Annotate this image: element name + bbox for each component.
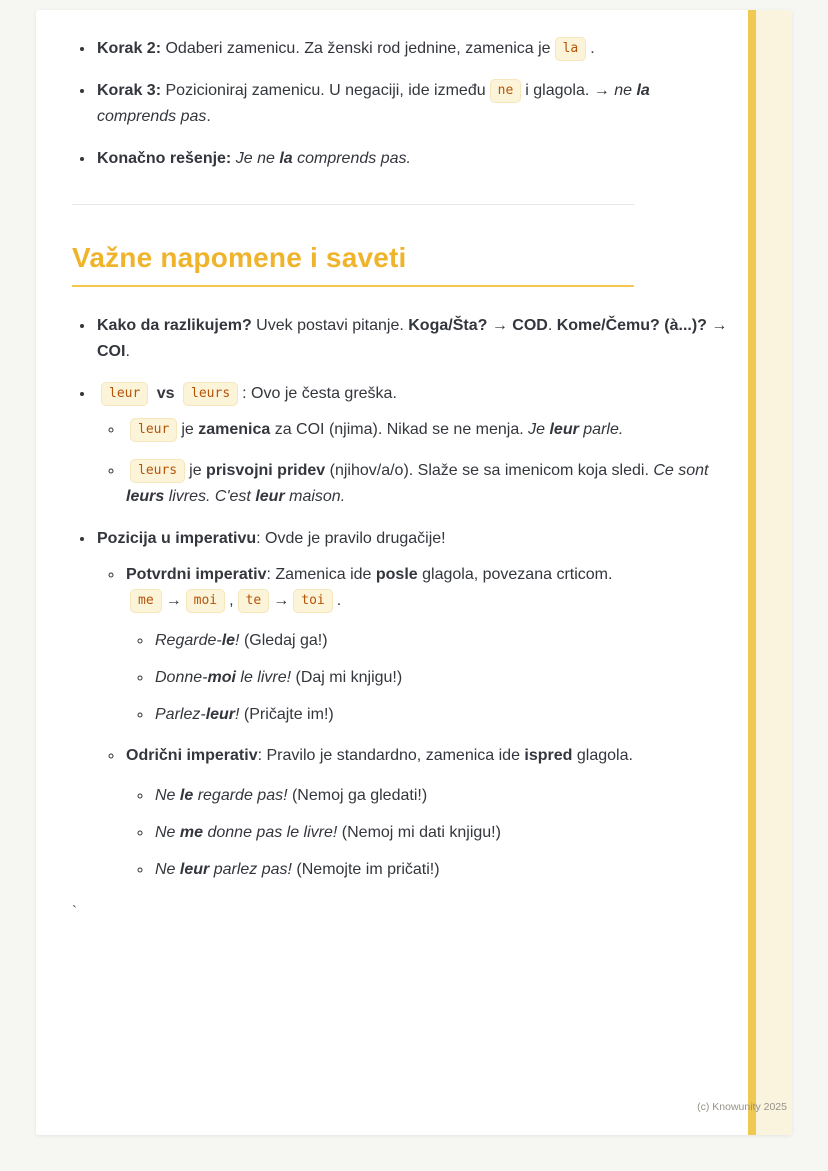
text-segment xyxy=(175,385,179,402)
text-segment: ! xyxy=(235,632,240,649)
footer-copyright: (c) Knowunity 2025 xyxy=(697,1101,787,1113)
text-segment: . xyxy=(336,592,342,609)
list-item xyxy=(95,146,732,172)
text-segment: Je ne xyxy=(235,150,280,167)
text-segment: regarde pas! xyxy=(193,787,288,804)
right-rail xyxy=(748,10,792,1135)
text-segment: leur xyxy=(179,861,210,878)
text-segment: . xyxy=(590,40,595,57)
code-chip: la xyxy=(555,37,587,61)
text-segment: Pozicioniraj zamenicu. U negaciji, ide između xyxy=(161,82,486,99)
text-segment: le xyxy=(221,632,236,649)
text-segment: leur xyxy=(205,706,236,723)
list-item xyxy=(95,313,732,365)
text-segment: : Ovde je pravilo drugačije! xyxy=(256,530,446,547)
text-segment: livres. C'est xyxy=(164,488,256,505)
text-segment: (Pričajte im!) xyxy=(239,706,334,723)
text-segment: , xyxy=(229,592,234,609)
text-segment: Ne xyxy=(155,787,180,804)
list-item xyxy=(95,526,732,883)
text-segment: parle. xyxy=(578,421,624,438)
intro-list xyxy=(72,36,732,172)
list-item xyxy=(124,458,732,510)
text-segment: Regarde- xyxy=(155,632,222,649)
text-segment: ! xyxy=(235,706,240,723)
text-segment: Potvrdni imperativ xyxy=(126,566,267,583)
text-segment: Kome/Čemu? (à...)? → COI xyxy=(97,317,728,360)
text-segment: : Ovo je česta greška. xyxy=(242,385,397,402)
text-segment: . xyxy=(547,317,557,334)
list-item xyxy=(153,783,732,809)
bullet-list xyxy=(72,313,732,883)
bullet-list xyxy=(97,417,732,510)
text-segment: zamenica xyxy=(198,421,271,438)
list-item xyxy=(95,36,732,62)
stray-backtick: ` xyxy=(72,903,77,920)
text-segment: vs xyxy=(156,385,175,402)
text-segment: leur xyxy=(549,421,579,438)
text-segment: : Pravilo je standardno, zamenica ide xyxy=(257,747,525,764)
list-item xyxy=(124,743,732,883)
bullet-list xyxy=(72,36,732,172)
text-segment: → xyxy=(165,592,182,609)
text-segment: maison. xyxy=(284,488,346,505)
bullet-list xyxy=(126,628,732,728)
text-segment: glagola. xyxy=(572,747,633,764)
code-chip: ne xyxy=(490,79,522,103)
text-segment: ispred xyxy=(524,747,573,764)
text-segment: Korak 2: xyxy=(97,40,162,57)
text-segment: za COI (njima). Nikad se ne menja. xyxy=(270,421,529,438)
text-segment: Je xyxy=(528,421,550,438)
code-chip: toi xyxy=(293,589,332,613)
text-segment: → xyxy=(273,592,290,609)
text-segment: prisvojni pridev xyxy=(206,462,326,479)
code-chip: leurs xyxy=(130,459,185,483)
text-segment: Odrični imperativ xyxy=(126,747,258,764)
code-chip: me xyxy=(130,589,162,613)
list-item xyxy=(153,857,732,883)
text-segment: Konačno rešenje: xyxy=(97,150,232,167)
text-segment: Donne- xyxy=(155,669,208,686)
text-segment: moi xyxy=(207,669,236,686)
text-segment: comprends pas. xyxy=(292,150,411,167)
section-divider xyxy=(72,204,634,205)
text-segment: Pozicija u imperativu xyxy=(97,530,257,547)
text-segment: le xyxy=(179,787,194,804)
text-segment: Ce sont xyxy=(653,462,709,479)
text-segment: Ne xyxy=(155,824,180,841)
text-segment: . xyxy=(125,343,130,360)
text-segment: donne pas le livre! xyxy=(203,824,338,841)
list-item xyxy=(153,665,732,691)
text-segment: la xyxy=(279,150,293,167)
text-segment: leur xyxy=(255,488,285,505)
text-segment: (Nemojte im pričati!) xyxy=(291,861,440,878)
text-segment: Parlez- xyxy=(155,706,206,723)
list-item xyxy=(153,702,732,728)
text-segment: je xyxy=(189,462,207,479)
list-item xyxy=(153,628,732,654)
text-segment: Kako da razlikujem? xyxy=(97,317,252,334)
text-segment: je xyxy=(181,421,199,438)
text-segment: i glagola. → xyxy=(525,82,615,99)
text-segment: . xyxy=(206,108,211,125)
text-segment: (Nemoj ga gledati!) xyxy=(287,787,428,804)
text-segment: me xyxy=(179,824,204,841)
text-segment: glagola, povezana crticom. xyxy=(417,566,613,583)
text-segment: le livre! xyxy=(235,669,292,686)
text-segment: (Gledaj ga!) xyxy=(239,632,328,649)
bullet-list xyxy=(126,783,732,883)
text-segment: parlez pas! xyxy=(209,861,292,878)
code-chip: leur xyxy=(101,382,148,406)
text-segment: comprends pas xyxy=(97,108,207,125)
text-segment: (Nemoj mi dati knjigu!) xyxy=(337,824,501,841)
code-chip: te xyxy=(238,589,270,613)
text-segment: leurs xyxy=(126,488,165,505)
text-segment: Korak 3: xyxy=(97,82,162,99)
text-segment: Ne xyxy=(155,861,180,878)
text-segment: Odaberi zamenicu. Za ženski rod jednine, zamenica je xyxy=(161,40,551,57)
list-item xyxy=(95,381,732,510)
list-item xyxy=(95,78,732,130)
list-item xyxy=(124,562,732,728)
code-chip: leurs xyxy=(183,382,238,406)
text-segment: (Daj mi knjigu!) xyxy=(291,669,403,686)
section-heading: Važne napomene i saveti xyxy=(72,241,634,287)
code-chip: moi xyxy=(186,589,225,613)
list-item xyxy=(153,820,732,846)
list-item xyxy=(124,417,732,443)
document-card xyxy=(36,10,792,1135)
document-content xyxy=(36,10,736,925)
notes-list xyxy=(72,313,732,883)
code-chip: leur xyxy=(130,418,177,442)
text-segment: Koga/Šta? → COD xyxy=(408,317,548,334)
text-segment: Uvek postavi pitanje. xyxy=(251,317,409,334)
text-segment: posle xyxy=(375,566,418,583)
text-segment: ne xyxy=(614,82,637,99)
text-segment: (njihov/a/o). Slaže se sa imenicom koja sledi. xyxy=(325,462,654,479)
text-segment: : Zamenica ide xyxy=(266,566,376,583)
text-segment: la xyxy=(636,82,650,99)
bullet-list xyxy=(97,562,732,883)
